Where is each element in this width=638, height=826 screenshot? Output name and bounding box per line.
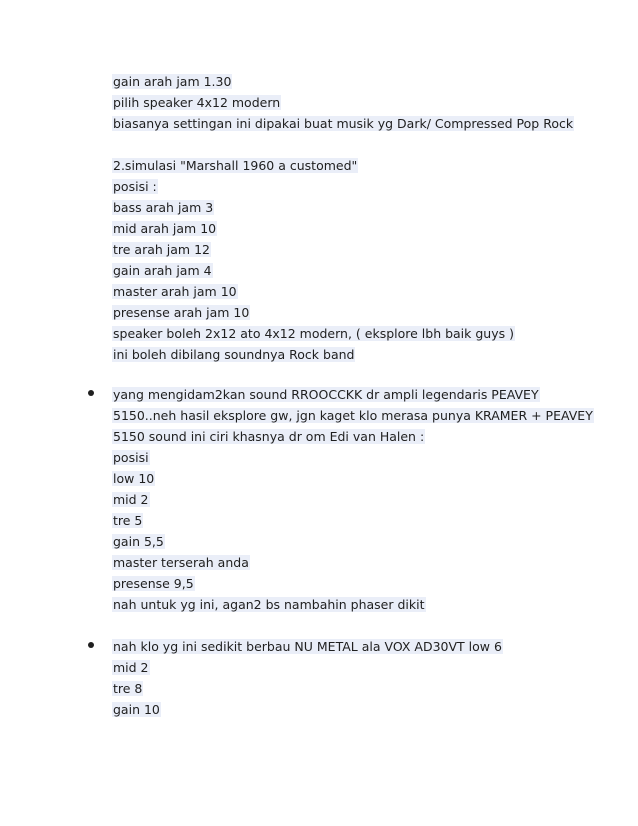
list-item-line: gain 5,5 [113, 534, 164, 549]
text-line: mid arah jam 10 [113, 221, 217, 236]
list-item-line: posisi [113, 450, 149, 465]
list-item-line: yang mengidam2kan sound RROOCCKK dr ampli legendaris PEAVEY [113, 387, 539, 402]
bullet-icon [88, 642, 94, 648]
bullet-icon [88, 390, 94, 396]
list-item-line: gain 10 [113, 702, 160, 717]
list-item-line: mid 2 [113, 492, 149, 507]
list-item-line: nah klo yg ini sedikit berbau NU METAL ala VOX AD30VT low 6 [113, 639, 502, 654]
text-line: posisi : [113, 179, 157, 194]
text-line: ini boleh dibilang soundnya Rock band [113, 347, 355, 362]
list-item-line: mid 2 [113, 660, 149, 675]
text-line: biasanya settingan ini dipakai buat musik yg Dark/ Compressed Pop Rock [113, 116, 574, 131]
text-line: master arah jam 10 [113, 284, 237, 299]
text-line: pilih speaker 4x12 modern [113, 95, 281, 110]
text-line: gain arah jam 4 [113, 263, 212, 278]
list-item-line: 5150..neh hasil eksplore gw, jgn kaget klo merasa punya KRAMER + PEAVEY [113, 408, 593, 423]
text-line: gain arah jam 1.30 [113, 74, 232, 89]
text-line: tre arah jam 12 [113, 242, 210, 257]
list-item-line: tre 5 [113, 513, 143, 528]
section-heading: 2.simulasi "Marshall 1960 a customed" [113, 158, 358, 173]
list-item-line: master terserah anda [113, 555, 249, 570]
list-item-line: 5150 sound ini ciri khasnya dr om Edi van Halen : [113, 429, 425, 444]
text-line: presense arah jam 10 [113, 305, 250, 320]
list-item-line: nah untuk yg ini, agan2 bs nambahin phaser dikit [113, 597, 425, 612]
text-line: bass arah jam 3 [113, 200, 214, 215]
list-item-line: low 10 [113, 471, 155, 486]
text-line: speaker boleh 2x12 ato 4x12 modern, ( eksplore lbh baik guys ) [113, 326, 514, 341]
list-item-line: presense 9,5 [113, 576, 194, 591]
list-item-line: tre 8 [113, 681, 143, 696]
